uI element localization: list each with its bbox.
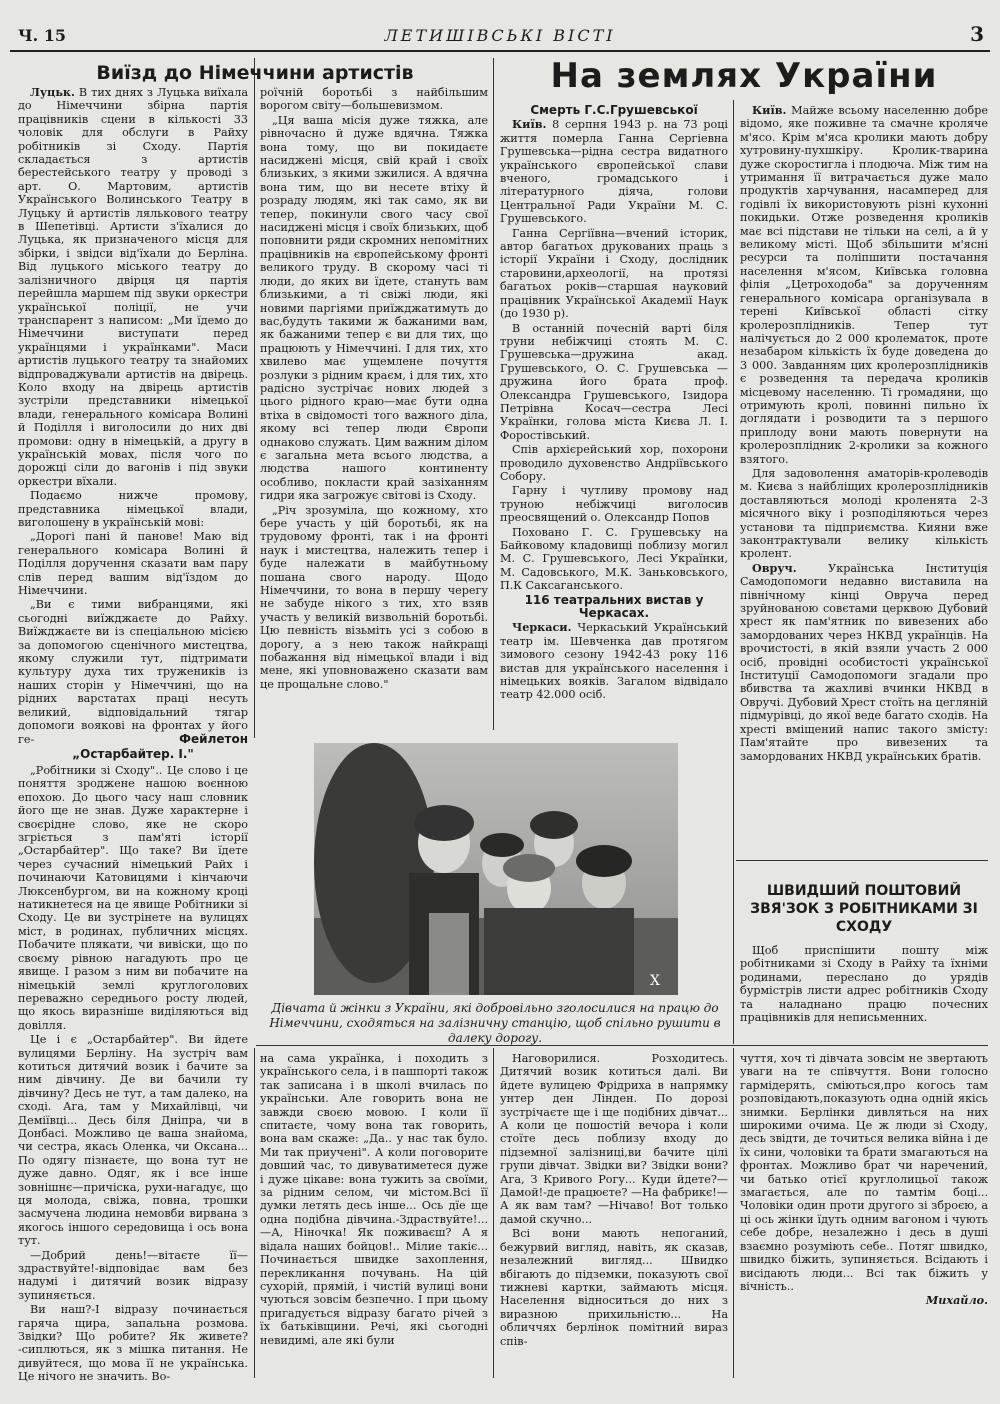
paragraph-text: В тих днях з Луцька виїхала до Німеччини збірна партія працівників сцени в кількості 33 чоловік для обслуги в Райху робітників зі Сходу. Партія складається з артистів берестейського театру у проводі з арт. О. Мартовим, артистів Українського Волинського Театру в Луцьку й артистів лялькового театру в Шепетівці. Артисти з'їхалися до Луцька, як призначеного місця для збірки, і звідси від'їхали до Берліна. Від луцького міського театру до залізничного двірця ця партія перейшла маршем під звуки оркестри української поліції, не учи транспарент з написом: „Ми їдемо до Німеччини виступати перед українцями і українками". Маси артистів луцького театру та знайомих відпроваджували артистів на двірець. Коло входу на двірець артистів зустріли представники німецької влади, генерального комісара Волині й Поділля і виголосили до них дві промови: одну в німецькій, а другу в українській мовах, після чого по дорожці сіли до вагонів і під звуки оркестри вїхали. — [18, 86, 248, 488]
section-headline: На землях України — [550, 56, 938, 96]
photo-image — [314, 743, 678, 995]
hrushevska-column — [500, 104, 728, 736]
paragraph: Подаємо нижче промову, представника німецької влади, виголошену в українській мові: — [18, 489, 248, 529]
paragraph-text: Черкаський Український театр ім. Шевченка дав протягом зимового сезону 1942-43 року 116 вистав для українського населення і німецьких вояків. Загалом відвідало театр 42.000 осіб. — [500, 621, 728, 702]
column-divider — [733, 1048, 734, 1378]
dateline: Київ. — [512, 117, 547, 132]
masthead-rule — [10, 50, 990, 52]
feuilleton-column-1 — [18, 764, 248, 1384]
paragraph: Ганна Сергіївна—вчений історик, автор багатьох друкованих праць з історії України і Сходу, дослідник старовини,археології, на протязі багатьох років—старшая науковий працівник Української Академії Наук (до 1930 р). — [500, 226, 728, 321]
paragraph — [500, 621, 728, 701]
artists-column-2 — [260, 86, 488, 736]
paragraph: Для задоволення аматорів-кролеводів м. Києва з найбліщих кролерозплідників доставляються молоді кроленята 2-3 місячного віку і розподіляються через установи та підприємства. Кияни вже законтрактували велику кількість кролент. — [740, 466, 988, 561]
column-divider — [254, 1048, 255, 1378]
theatre-headline: 116 театральних вистав у Черкасах. — [524, 592, 704, 621]
feuilleton-label: Фейлетон — [179, 732, 248, 746]
paragraph: Всі вони мають непоганий, бежурвий вигляд, навіть, як сказав, незалежний вигляд... Швидко вбігають до підземки, показують свої тижневі картки, займають місця. Населення відноситься до них з виразною прихильністю... На обличчях берлінок помітний вираз спів- — [500, 1227, 728, 1348]
paragraph-text: Майже всьому населенню добре відомо, яке поживне та смачне кроляче м'ясо. Крім м'яса кролики мають добру хутровину-пухшкіру. Кролик-тварина дуже скоростигла і плодюча. Між тим на утримання її витрачається дуже мало продуктів харчування, насамперед для годівлі їх використовують різні кухонні покидьки. Отже розведення кроликів має всі підстави не тільки на селі, а й у великому місті. Щоб збільшити м'ясні ресурси та поліпшити постачання населення м'ясом, Київська головна філія „Цетроходоба" за дорученням генерального комісара організувала в терені Київської області сітку кролерозплідників. Тепер тут налічується до 2 000 кролематок, проте незабаром кількість їх буде доведена до 3 000. Завданням цих кролерозплідників є розведення та передача кроликів місцевому населенню. Ті громадяни, що отримують кролі, повинні пильно їх доглядати і розводити та з першого приплоду вони мають повернути на кролерозплідник 2-кролики за кожного взятого. — [740, 104, 989, 466]
paragraph: чуття, хоч ті дівчата зовсім не звертають уваги на те співчуття. Вони голосно гармідерять, сміються,про когось там розповідають,показують одна одній якісь знимки. Берлінки дивляться на них широкими очима. Це ж люди зі Сходу, десь звідти, де точиться велика війна і де їх сини, чоловіки та брати змагаються на фронтах. Можливо брат чи наречений, чи батько отієї круглолицьої також змагається, але по тамтім боці... Чоловіки один проти другого зі зброєю, а ці ось жінки їдуть одним вагоном і чують себе добре, незалежно і десь в душі взаємно розуміють себе.. Потяг швидко, швидко біжить, зупиняється. Всідають і висідають люди... Всі так біжить у вічність.. — [740, 1052, 988, 1293]
paragraph: „Дорогі пані й панове! Маю від генерального комісара Волині й Поділля доручення сказати вам пару слів перед вашим від'їздом до Німеччини. — [18, 530, 248, 598]
section-rule — [736, 860, 988, 861]
paragraph — [18, 86, 248, 488]
dateline: Черкаси. — [512, 620, 572, 635]
dateline: Київ. — [752, 103, 787, 117]
dateline: Овруч. — [752, 560, 797, 575]
dateline: Луцьк. — [30, 85, 75, 99]
paragraph: Щоб приспішити пошту між робітниками зі Сходу в Райху та їхніми родинами, переслано до урядів бурмістрів листи адрес робітників Сходу та наладнано працю почесних працівників для неписьменних. — [740, 944, 988, 1025]
paragraph-text: 8 серпня 1943 р. на 73 році життя померла Ганна Сергіевна Грушевська—рідна сестра видатного українського європейської слави вченого, громадського і літературного діяча, голови Центральної Ради України М. С. Грушевського. — [500, 118, 728, 226]
paragraph-text: Українська Інституція Самодопомоги недавно виставила на північному кінці Овруча перед зруйнованою совєтами церквою Дубовий хрест як пам'ятник по вивезених або замордованих через НКВД українців. На врочистості, в якій взяли участь 2 000 осіб, провідні особистості української Інституції Самодопомоги згадали про вбивства та жахливі вчинки НКВД в Овручі. Дубовий Хрест стоїть на цегляній підмурівці, до якої веде багато сходів. На хресті вміщений напис такого змісту: Пам'ятайте про вивезених та замордованих НКВД українських братів. — [740, 561, 988, 763]
paper-title: ЛЕТИШІВСЬКІ ВІСТІ — [384, 26, 616, 45]
column-divider — [254, 58, 255, 738]
paragraph: —Добрий день!—вітаєте її—здраствуйте!-відповідає вам без надумі і дитячий возик відразу зупиняється. — [18, 1248, 248, 1302]
paragraph: Це і є „Остарбайтер". Ви йдете вулицями Берліну. На зустріч вам котиться дитячий возик і бачите за ним дівчину. Де ви бачили ту дівчину? Десь не тут, а там далеко, на сході. Ага, там у Михайлівці, чи Деміївці... Десь біля Дніпра, чи в Донбасі. Можливо це ваша знайома, чи сестра, якась Оленка, чи Оксана... По одягу пізнаєте, що вона тут не дуже давно. Одяг, як і все інше зовнішнє—причіска, рухи-нагадує, що ця молода, свіжа, повна, трошки засмучена людина немовби вирвана з якогось іншого середовища і ось вона тут. — [18, 1033, 248, 1248]
paragraph — [740, 104, 988, 466]
paragraph: „Ця ваша місія дуже тяжка, але рівночасно й дуже вдячна. Тяжка вона тому, що ви покидаєте насиджені місця, свій край і своїх близьких, з якими зжилися. А вдячна вона тим, що ви несете втіху й розраду людям, які так само, як ви тепер, покинули свого часу свої насиджені місця і своїх близьких, щоб поповнити ряди скромних непомітних працівників на європейському фронті великого труду. В скорому часі ті люди, до яких ви їдете, стануть вам близькими, а ті свіжі люди, які новими паргіями приїжджатимуть до вас,будуть такими ж бажаними вам, як бажаними тепер є ви для тих, що працюють у Німеччині. І для тих, хто хвилево має ущемлене почуття розлуки з рідним краєм, і для тих, хто радісно зустрічає нових людей з цього рідного краю—має бути одна втіха в свідомості того важного діла, якому всі тепер люди Європи однаково служать. Цим важним ділом є загальна мета всього людства, а людства нашого континенту особливо, покласти край зазіханням гидри яка загрожує світові із Сходу. — [260, 113, 488, 503]
paragraph: Спів архієрейський хор, похорони проводило духовенство Андріївського Собору. — [500, 443, 728, 483]
column-divider — [493, 1048, 494, 1378]
photo-caption: Дівчата й жінки з України, які добровільно зголосилися на працю до Німеччини, сходяться на залізничну станцію, щоб спільно рушити в далеку дорогу. — [269, 1001, 721, 1045]
paragraph: Гарну і чутливу промову над труною небіжчиці виголосив преосвящений о. Олександр Попов — [500, 484, 728, 525]
issue-number: Ч. 15 — [18, 26, 67, 45]
paragraph: „Річ зрозуміла, що кожному, хто бере участь у цій боротьбі, як на трудовому фронті, так і на фронті наук і мистецтва, належить тепер і буде належати в майбутньому пошана свого народу. Щодо Німеччини, то вона в першу черегу не забуде нікого з тих, хто взяв участь у великій визвольній боротьбі. Цю певність візьміть усі з собою в дорогу, а з нею також найкращі побажання від німецької влади і від мене, які уповноважено сказати вам це прощальне слово." — [260, 503, 488, 691]
masthead — [14, 22, 986, 48]
paragraph: на сама українка, і походить з українського села, і в пашпорті також так записана і в школі вчилась по українськи. Але говорить вона не завжди своєю мовою. І коли її спитаєте, чому вона так говорить, вона вам скаже: „Да.. у нас так було. Ми так приучені". А коли поговорите довший час, то дивуватиметеся дуже і дуже цікаве: вона тужить за своїми, за рідним селом, чи містом.Всі її думки летять десь інше... Ось дїе ще одна подібна дівчина.-Здраствуйте!...—А, Ніночка! Як поживаєш? А я відала наших бойцов!.. Мілие такіє... Починається швидке захоплення, перекликання почувань. На цій сухорій, прямій, і чистій вулиці вони чуються зовсім безпечно. І при цьому пригадується відразу багато річей з їх батьківщини. Речі, які сьогодні невидимі, але які були — [260, 1052, 488, 1347]
paragraph: „Ви є тими вибранцями, які сьогодні виїжджаєте до Райху. Виїжджаєте ви із спеціальною місією за допомогою сценічного мистецтва, якому служили тут, підтримати культуру духа тих тружеників із наших сторін у Німеччині, що на рідних варстатах праці несуть великий, відповідальний тягар допомоги воякові на фронтах у його ге- — [18, 598, 248, 746]
feuilleton-column-2 — [260, 1052, 488, 1378]
paragraph: Ви наш?-І відразу починається гаряча щира, запальна розмова. Звідки? Що робите? Як живете? -сиплються, як з мішка питання. Не дивуйтеся, що мова її не українська. Це нічого не значить. Во- — [18, 1303, 248, 1384]
feuilleton-column-4 — [740, 1052, 988, 1378]
paragraph — [500, 118, 728, 225]
page-number: 3 — [970, 22, 984, 46]
postal-headline: ШВИДШИЙ ПОШТОВИЙ ЗВЯ'ЗОК З РОБІТНИКАМИ ЗІ СХОДУ — [750, 883, 978, 935]
photo-women-station — [314, 743, 678, 995]
paragraph: роїчній боротьбі з найбільшим ворогом світу—большевизмом. — [260, 86, 488, 113]
news-column-right — [740, 104, 988, 856]
feuilleton-title: „Остарбайтер. І." — [72, 747, 194, 761]
column-divider — [493, 58, 494, 730]
photo-mark: Х — [650, 973, 660, 989]
paragraph: Наговорилися. Розходитесь. Дитячий возик котиться далі. Ви йдете вулицею Фрідриха в напрямку унтер ден Лінден. По дорозі зустрічаєте ще і ще подібних дівчат... А коли це пошостій вечора і коли стоїте десь поблизу входу до підземної залізниці,ви бачите цілі групи дівчат. Звідки ви? Звідки вони? Ага, З Кривого Рогу... Куди йдете?—Дамой!-де працюєте? —На фабрикє!—А як вам там? —Нічаво! Вот только дамой скучно... — [500, 1052, 728, 1226]
feuilleton-signature: Михайло. — [925, 1293, 988, 1308]
feuilleton-column-3 — [500, 1052, 728, 1378]
paragraph: „Робітники зі Сходу".. Це слово і це поняття зроджене нашою воєнною епохою. До цього часу наш словник його ще не знав. Дуже характерне і своєрідне слово, яке не скоро згріється з пам'яті історії „Остарбайтер". Що таке? Ви їдете через сучасний німецький Райх і починаючи Катовицями і кінчаючи Люксенбургом, ви на кожному кроці натикнетеся на це явище Робітники зі Сходу. Це ви зустрінете на вулицях міст, в родинах, публичних місцях. Побачите плякати, чи вивіски, що по своєму рівною нагадують про це явище. І разом з ним ви побачите на німецькій землі круглоголових переважно середнього росту людей, що якось виразніше виділяються від довілля. — [18, 764, 248, 1032]
hrushevska-headline: Смерть Г.С.Грушевської — [530, 103, 698, 117]
artists-headline: Виїзд до Німеччини артистів — [96, 62, 414, 84]
column-divider — [733, 100, 734, 1044]
paragraph: В останній почесній варті біля труни небіжчиці стоять М. С. Грушевська—дружина акад. Грушевського, О. С. Грушевська — дружина його брата проф. Олександра Грушевського, Ізидора Петрівна Косач—сестра Лесі Українки, голова міста Києва Л. І. Форостівський. — [500, 321, 728, 442]
paragraph: Поховано Г. С. Грушевську на Байковому кладовищі поблизу могил М. С. Грушевського, Лесі Українки, М. Садовського, М.К. Заньковського, П.К Саксаганського. — [500, 525, 728, 593]
paragraph — [740, 562, 988, 763]
postal-article — [740, 944, 988, 1044]
